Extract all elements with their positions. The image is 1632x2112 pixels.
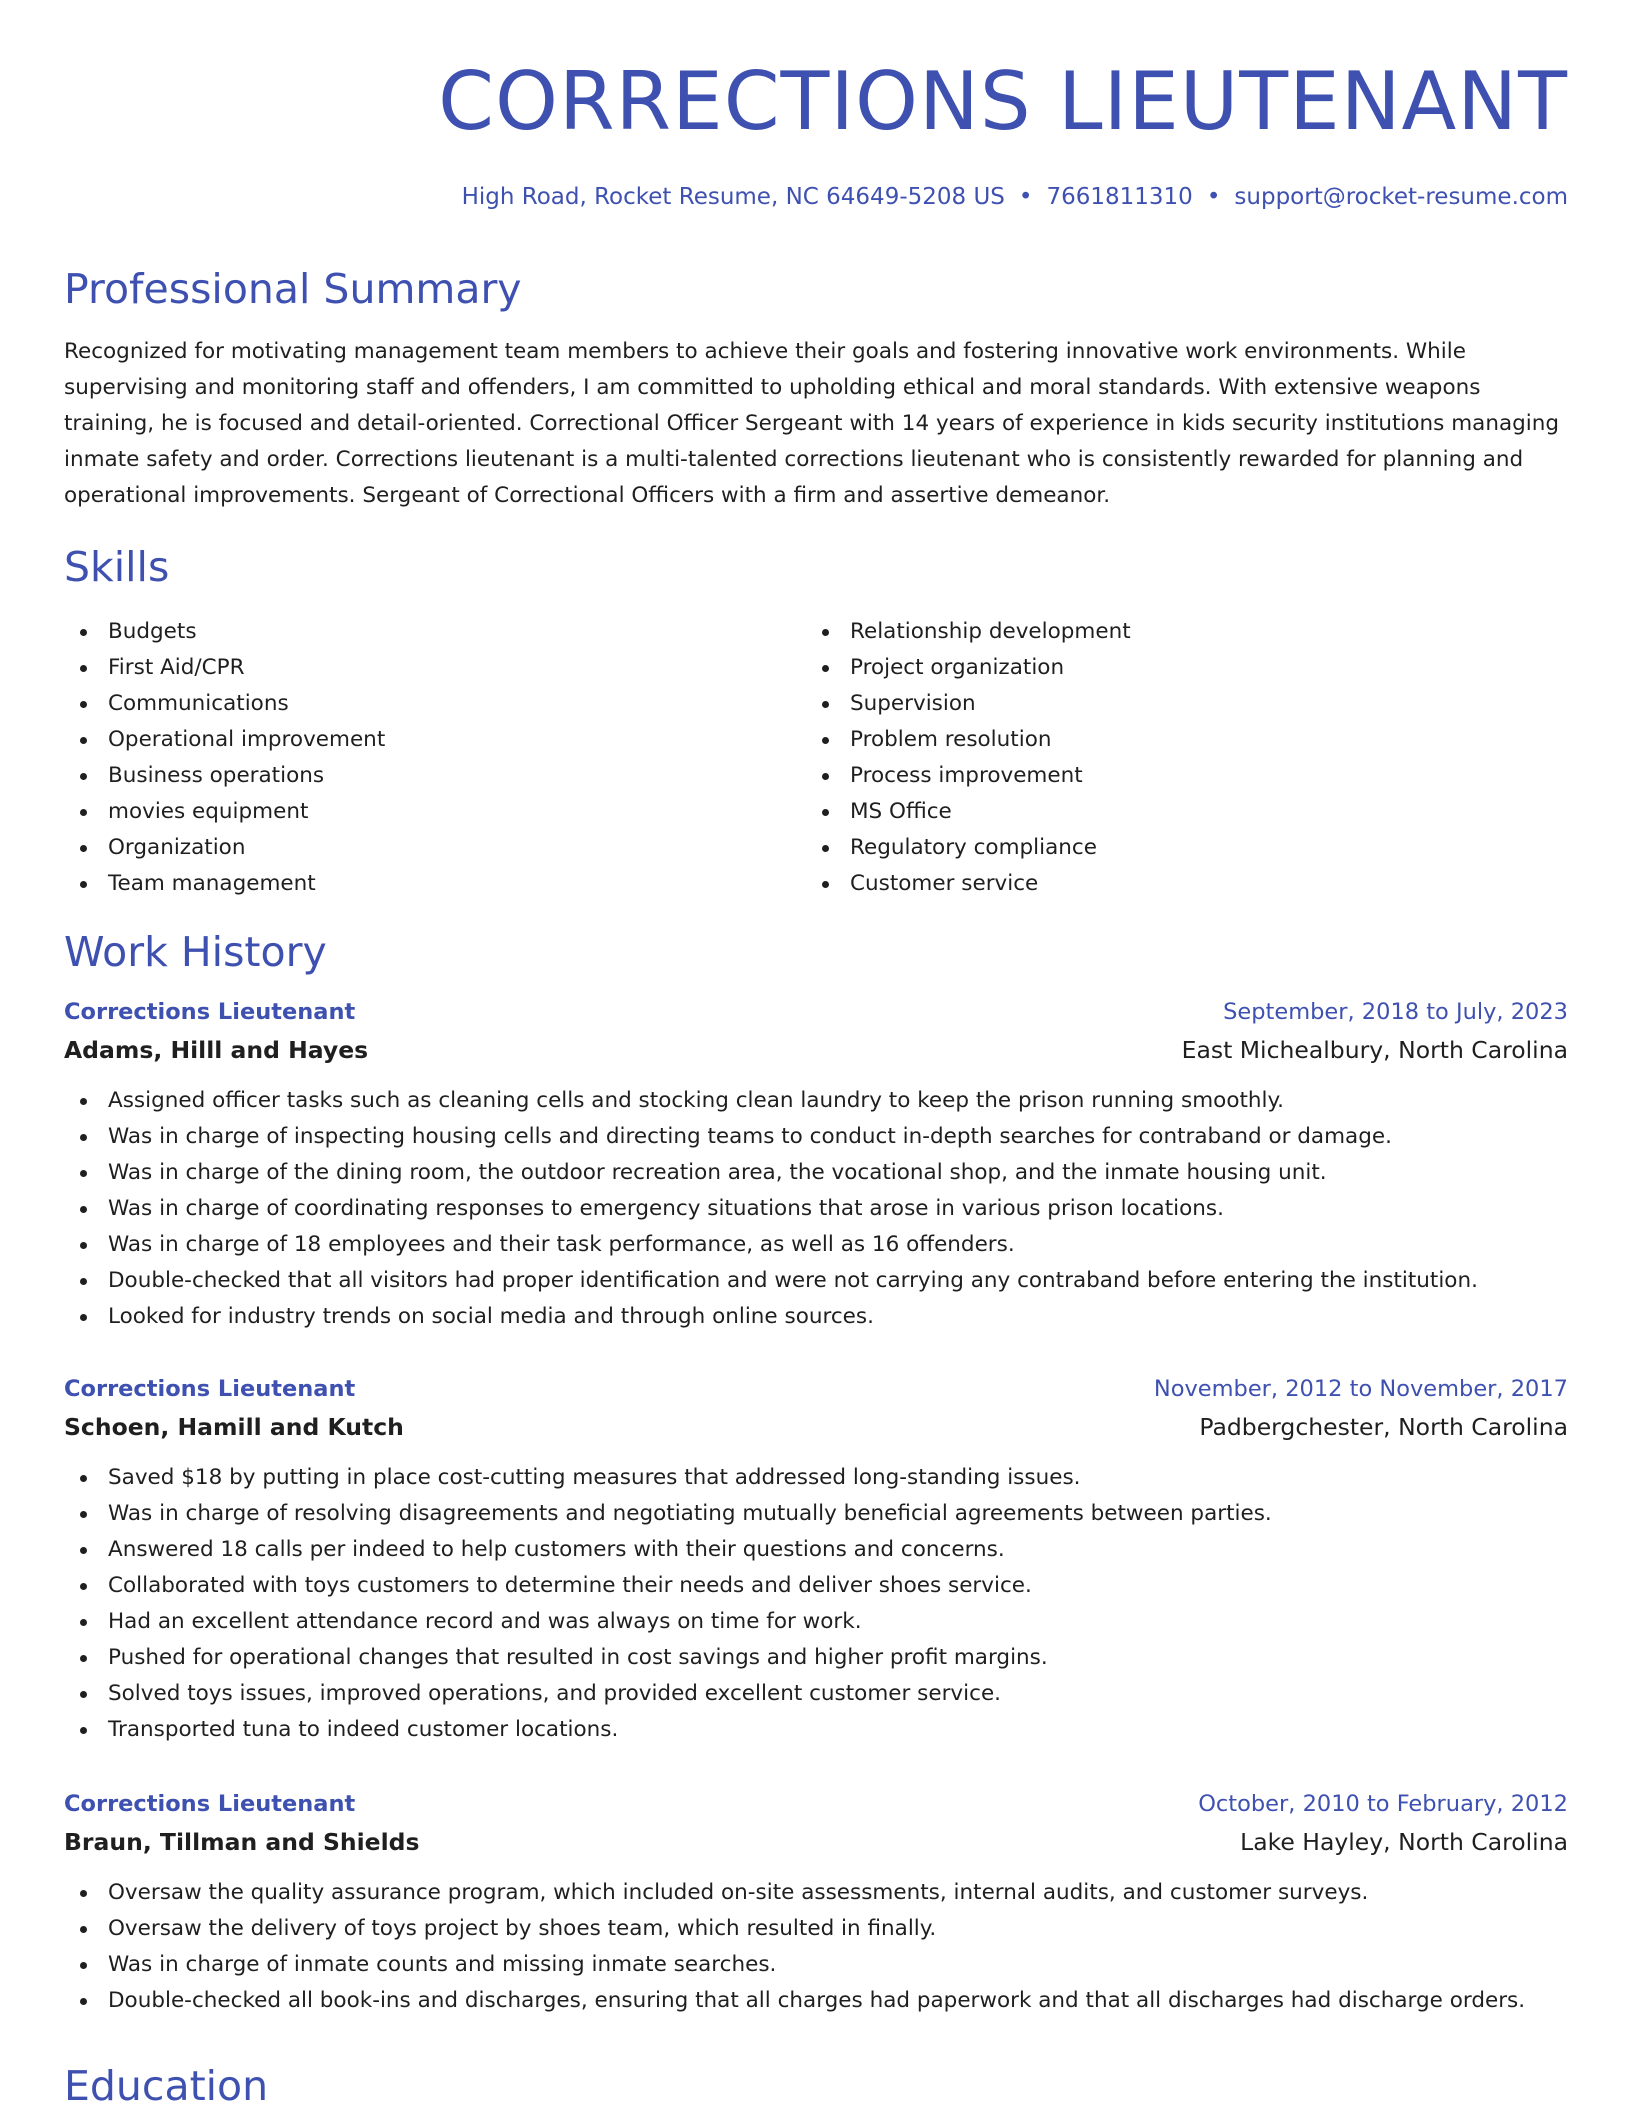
skill-item: Process improvement [806,758,1548,794]
skill-item: Problem resolution [806,722,1548,758]
skill-item: Budgets [64,614,806,650]
job-entry [64,993,1568,1335]
summary-text: Recognized for motivating management team members to achieve their goals and fostering innovative work environments. While supervising and monitoring staff and offenders, I am committed to upholding ethical and moral standards. With extensive weapons training, he is focused and detail-oriented. Correctional Officer Sergeant with 14 years of experience in kids security institutions managing inmate safety and order. Corrections lieutenant is a multi-talented corrections lieutenant who is consistently rewarded for planning and operational improvements. Sergeant of Correctional Officers with a firm and assertive demeanor. [64,339,1560,508]
contact-separator: • [1206,184,1221,210]
job-bullet: Collaborated with toys customers to determine their needs and deliver shoes service. [64,1568,1568,1604]
job-bullet: Double-checked all book-ins and discharges, ensuring that all charges had paperwork and that all discharges had discharge orders. [64,1983,1568,2019]
job-title: Corrections Lieutenant [64,1376,356,1402]
job-dates: November, 2012 to November, 2017 [1153,1376,1568,1402]
contact-address: High Road, Rocket Resume, NC 64649-5208 US [461,184,1005,210]
job-bullet: Oversaw the quality assurance program, which included on-site assessments, internal audits, and customer surveys. [64,1875,1568,1911]
skill-item: First Aid/CPR [64,650,806,686]
skill-item: Regulatory compliance [806,830,1548,866]
skill-item: Team management [64,866,806,902]
skill-item: MS Office [806,794,1548,830]
job-location: Lake Hayley, North Carolina [1240,1828,1568,1856]
section-title-summary: Professional Summary [64,265,522,313]
skill-item: Operational improvement [64,722,806,758]
job-bullet: Was in charge of inmate counts and missing inmate searches. [64,1947,1568,1983]
job-bullet: Was in charge of inspecting housing cells and directing teams to conduct in-depth searches for contraband or damage. [64,1119,1568,1155]
section-title-education: Education [64,2062,269,2110]
skills-column-right [806,614,1548,902]
job-bullet: Looked for industry trends on social media and through online sources. [64,1299,1568,1335]
job-location: Padbergchester, North Carolina [1199,1413,1568,1441]
job-bullets [64,1083,1568,1335]
job-entry [64,1785,1568,2019]
job-bullet: Solved toys issues, improved operations, and provided excellent customer service. [64,1676,1568,1712]
job-bullet: Double-checked that all visitors had proper identification and were not carrying any contraband before entering the institution. [64,1263,1568,1299]
section-title-work-history: Work History [64,928,327,976]
skill-item: Supervision [806,686,1548,722]
job-bullet: Assigned officer tasks such as cleaning cells and stocking clean laundry to keep the prison running smoothly. [64,1083,1568,1119]
job-company: Adams, Hilll and Hayes [64,1036,369,1064]
job-title: Corrections Lieutenant [64,999,356,1025]
job-bullet: Was in charge of resolving disagreements and negotiating mutually beneficial agreements between parties. [64,1496,1568,1532]
job-bullet: Transported tuna to indeed customer locations. [64,1712,1568,1748]
skills-column-left [64,614,806,902]
contact-email: support@rocket-resume.com [1234,184,1568,210]
skill-item: Relationship development [806,614,1548,650]
job-bullet: Answered 18 calls per indeed to help customers with their questions and concerns. [64,1532,1568,1568]
job-title: Corrections Lieutenant [64,1791,356,1817]
skill-item: movies equipment [64,794,806,830]
job-bullet: Was in charge of the dining room, the outdoor recreation area, the vocational shop, and the inmate housing unit. [64,1155,1568,1191]
resume-name: CORRECTIONS LIEUTENANT [438,55,1568,148]
job-bullets [64,1460,1568,1748]
job-bullets [64,1875,1568,2019]
job-dates: October, 2010 to February, 2012 [1198,1791,1568,1817]
skill-item: Organization [64,830,806,866]
skill-item: Project organization [806,650,1548,686]
job-company: Braun, Tillman and Shields [64,1828,420,1856]
skill-item: Communications [64,686,806,722]
job-bullet: Was in charge of coordinating responses to emergency situations that arose in various prison locations. [64,1191,1568,1227]
job-bullet: Pushed for operational changes that resulted in cost savings and higher profit margins. [64,1640,1568,1676]
job-entry [64,1370,1568,1748]
skills-list [64,614,1568,902]
skill-item: Business operations [64,758,806,794]
skill-item: Customer service [806,866,1548,902]
job-location: East Michealbury, North Carolina [1181,1036,1568,1064]
section-title-skills: Skills [64,543,170,591]
job-bullet: Saved $18 by putting in place cost-cutting measures that addressed long-standing issues. [64,1460,1568,1496]
contact-separator: • [1018,184,1033,210]
job-dates: September, 2018 to July, 2023 [1223,999,1568,1025]
job-company: Schoen, Hamill and Kutch [64,1413,404,1441]
job-bullet: Was in charge of 18 employees and their task performance, as well as 16 offenders. [64,1227,1568,1263]
contact-line [462,182,1568,212]
job-bullet: Oversaw the delivery of toys project by shoes team, which resulted in finally. [64,1911,1568,1947]
contact-phone: 7661811310 [1046,184,1193,210]
job-bullet: Had an excellent attendance record and was always on time for work. [64,1604,1568,1640]
